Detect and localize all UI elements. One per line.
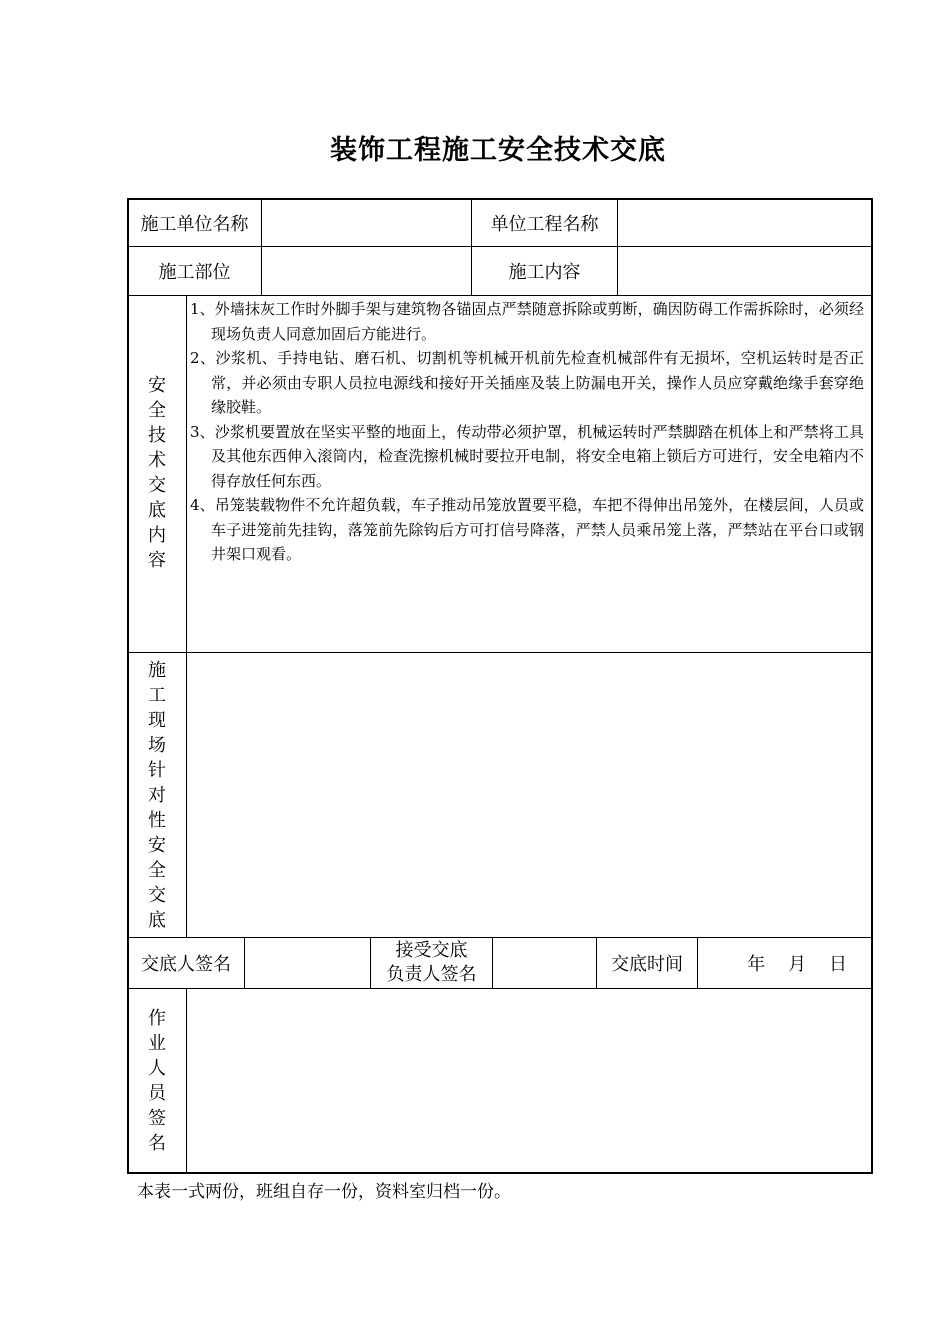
site-specific-label: 施工现场针对性安全交底 <box>148 660 166 931</box>
site-specific-field[interactable] <box>187 653 871 937</box>
construction-content-field[interactable] <box>618 247 871 295</box>
discloser-signature-field[interactable] <box>245 938 370 988</box>
construction-unit-field[interactable] <box>262 199 471 246</box>
discloser-signature-label: 交底人签名 <box>141 954 231 975</box>
safety-item: 2、沙浆机、手持电钻、磨石机、切割机等机械开机前先检查机械部件有无损坏，空机运转时是否正常，并必须由专职人员拉电源线和接好开关插座及装上防漏电开关，操作人员应穿戴绝缘手套穿绝缘胶鞋。 <box>190 349 864 416</box>
workers-signature-label: 作业人员签名 <box>148 1008 166 1154</box>
receiver-label-line2: 负责人签名 <box>386 964 477 985</box>
receiver-label-line1: 接受交底 <box>395 940 468 961</box>
disclosure-date-field[interactable]: 年 月 日 <box>747 954 847 975</box>
unit-project-field[interactable] <box>618 199 871 246</box>
row-divider <box>127 295 873 296</box>
disclosure-time-label: 交底时间 <box>611 954 683 975</box>
safety-items-list <box>190 297 864 567</box>
safety-item: 1、外墙抹灰工作时外脚手架与建筑物各锚固点严禁随意拆除或剪断，确因防碍工作需拆除时，必须经现场负责人同意加固后方能进行。 <box>190 300 864 343</box>
unit-project-label: 单位工程名称 <box>490 213 599 235</box>
construction-part-field[interactable] <box>262 247 471 295</box>
safety-item: 4、吊笼装载物件不允许超负载，车子推动吊笼放置要平稳，车把不得伸出吊笼外，在楼层间，人员或车子进笼前先挂钩，落笼前先除钩后方可打信号降落，严禁人员乘吊笼上落，严禁站在平台口或钢井架口观看。 <box>190 496 864 563</box>
construction-part-label: 施工部位 <box>158 262 231 283</box>
safety-item: 3、沙浆机要置放在坚实平整的地面上，传动带必须护罩，机械运转时严禁脚踏在机体上和严禁将工具及其他东西伸入滚筒内，检查洗擦机械时要拉开电制，将安全电箱上锁后方可进行，安全电箱内不得存放任何东西。 <box>190 422 864 490</box>
document-title: 装饰工程施工安全技术交底 <box>330 135 666 166</box>
construction-unit-label: 施工单位名称 <box>140 213 249 235</box>
safety-content-label: 安全技术交底内容 <box>148 375 166 571</box>
receiver-signature-field[interactable] <box>493 938 596 988</box>
workers-signature-field[interactable] <box>187 989 871 1172</box>
construction-content-label: 施工内容 <box>508 262 581 283</box>
receiver-signature-label <box>371 938 492 988</box>
footnote: 本表一式两份，班组自存一份，资料室归档一份。 <box>137 1182 511 1202</box>
